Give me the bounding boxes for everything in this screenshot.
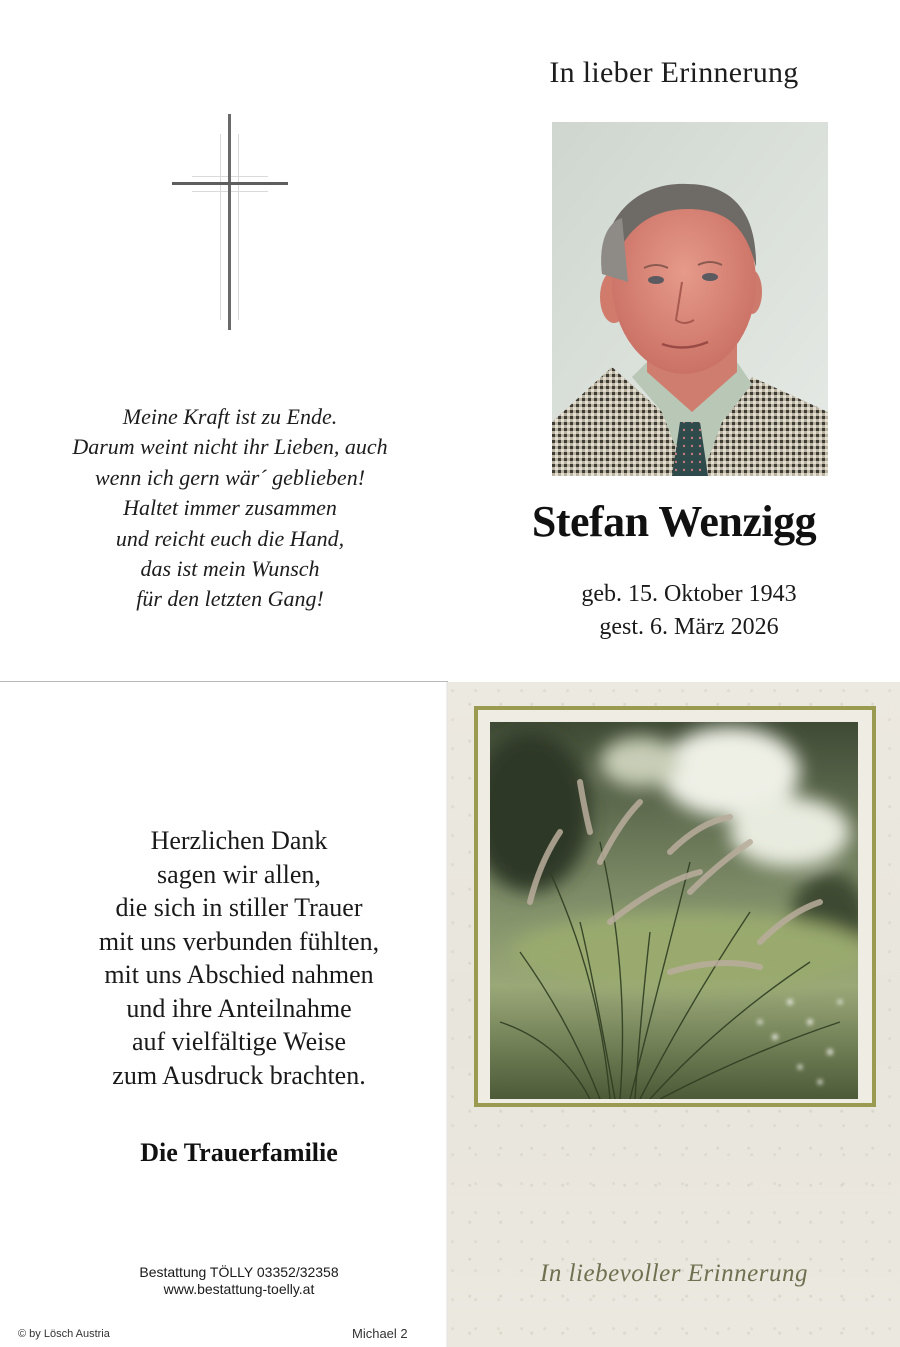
- poem-line: für den letzten Gang!: [136, 586, 324, 612]
- life-dates: [448, 578, 900, 644]
- death-date: gest. 6. März 2026: [599, 614, 779, 640]
- thanks-text: [0, 824, 478, 1092]
- thanks-line: mit uns Abschied nahmen: [104, 960, 374, 989]
- thanks-line: auf vielfältige Weise: [131, 1027, 346, 1056]
- thanks-line: mit uns verbunden fühlten,: [98, 926, 380, 956]
- cross-icon: [172, 114, 288, 330]
- deceased-name: Stefan Wenzigg: [531, 497, 817, 546]
- memory-title: In lieber Erinnerung: [549, 56, 799, 89]
- copyright-notice: © by Lösch Austria: [18, 1328, 110, 1340]
- poem-line: und reicht euch die Hand,: [115, 525, 345, 551]
- thanks-line: Herzlichen Dank: [150, 826, 328, 855]
- poem-line: das ist mein Wunsch: [140, 556, 320, 582]
- panel-portrait: [448, 0, 900, 682]
- undertaker-name-phone: Bestattung TÖLLY 03352/32358: [139, 1264, 339, 1280]
- poem-line: Haltet immer zusammen: [123, 495, 337, 521]
- thanks-line: sagen wir allen,: [157, 859, 321, 889]
- poem-line: Meine Kraft ist zu Ende.: [122, 404, 338, 429]
- grass-photo: [490, 722, 858, 1099]
- panel-cover: [448, 682, 900, 1347]
- panel-thanks: [0, 682, 448, 1347]
- poem: [0, 402, 460, 615]
- cover-title: In liebevoller Erinnerung: [540, 1260, 808, 1287]
- thanks-line: die sich in stiller Trauer: [115, 893, 363, 922]
- undertaker-website[interactable]: www.bestattung-toelly.at: [163, 1280, 315, 1297]
- thanks-line: zum Ausdruck brachten.: [112, 1060, 366, 1090]
- poem-line: Darum weint nicht ihr Lieben, auch: [72, 434, 388, 460]
- birth-date: geb. 15. Oktober 1943: [581, 581, 797, 607]
- thanks-line: und ihre Anteilnahme: [126, 993, 352, 1023]
- panel-poem: [0, 0, 448, 682]
- signature: Die Trauerfamilie: [140, 1138, 338, 1167]
- card-model: Michael 2: [352, 1326, 408, 1341]
- poem-line: wenn ich gern wär´ geblieben!: [94, 464, 366, 490]
- portrait-photo: [552, 122, 828, 476]
- undertaker-info: [0, 1264, 478, 1297]
